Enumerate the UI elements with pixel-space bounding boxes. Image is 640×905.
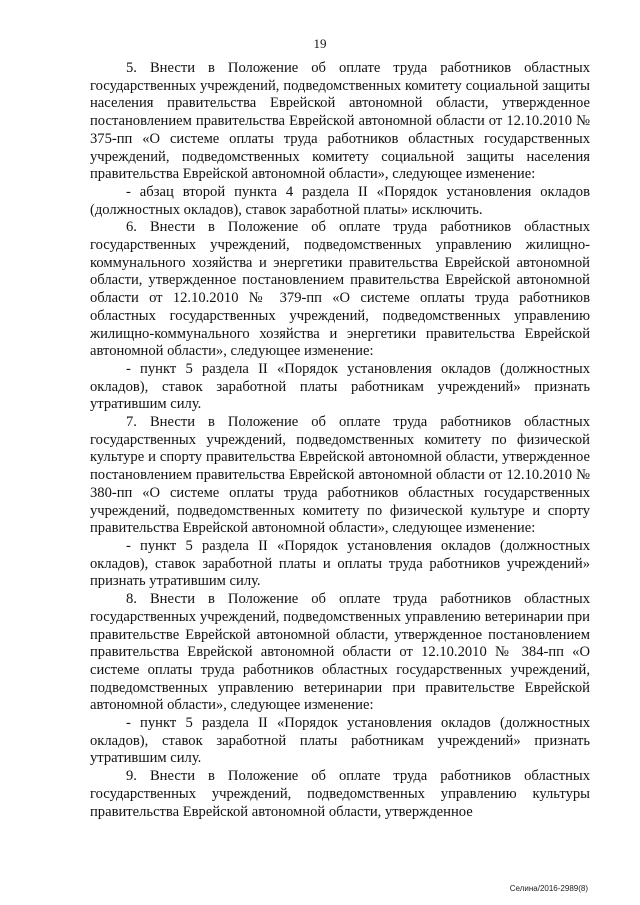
paragraph-item-9: 9. Внести в Положение об оплате труда работников областных государственных учреждений, подведомственных управлению культуры правительства Еврейской автономной области, утвержденное (90, 768, 590, 820)
paragraph-item-6-change: - пункт 5 раздела II «Порядок установления окладов (должностных окладов), ставок заработной платы работникам учреждений» признать утратившим силу. (90, 360, 590, 413)
document-body (90, 60, 590, 821)
paragraph-item-8: 8. Внести в Положение об оплате труда работников областных государственных учреждений, подведомственных управлению ветеринарии при правительстве Еврейской автономной области, утвержденное постановлением правительства Еврейской автономной области от 12.10.2010 № 384-пп «О системе оплаты труда работников областных государственных учреждений, подведомственных управлению ветеринарии при правительстве Еврейской автономной области», следующее изменение: (90, 591, 590, 714)
paragraph-item-6: 6. Внести в Положение об оплате труда работников областных государственных учреждений, подведомственных управлению жилищно-коммунального хозяйства и энергетики правительства Еврейской автономной области, утвержденное постановлением правительства Еврейской автономной области от 12.10.2010 № 379-пп «О системе оплаты труда работников областных государственных учреждений, подведомственных управлению жилищно-коммунального хозяйства и энергетики правительства Еврейской автономной области», следующее изменение: (90, 219, 590, 360)
document-code: Селина/2016-2989(8) (509, 884, 588, 893)
paragraph-item-8-change: - пункт 5 раздела II «Порядок установления окладов (должностных окладов), ставок заработной платы работникам учреждений» признать утратившим силу. (90, 715, 590, 767)
paragraph-item-7-change: - пункт 5 раздела II «Порядок установления окладов (должностных окладов), ставок заработной платы и оплаты труда работников учреждений» признать утратившим силу. (90, 537, 590, 590)
paragraph-item-5-change: - абзац второй пункта 4 раздела II «Порядок установления окладов (должностных окладов), ставок заработной платы» исключить. (90, 183, 590, 218)
paragraph-item-7: 7. Внести в Положение об оплате труда работников областных государственных учреждений, подведомственных комитету по физической культуре и спорту правительства Еврейской автономной области, утвержденное постановлением правительства Еврейской автономной области от 12.10.2010 № 380-пп «О системе оплаты труда работников областных государственных учреждений, подведомственных комитету по физической культуре и спорту правительства Еврейской автономной области», следующее изменение: (90, 414, 590, 537)
page-number: 19 (313, 36, 327, 51)
paragraph-item-5: 5. Внести в Положение об оплате труда работников областных государственных учреждений, подведомственных комитету социальной защиты населения правительства Еврейской автономной области, утвержденное постановлением правительства Еврейской автономной области от 12.10.2010 № 375-пп «О системе оплаты труда работников областных государственных учреждений, подведомственных комитету социальной защиты населения правительства Еврейской автономной области», следующее изменение: (90, 60, 590, 183)
